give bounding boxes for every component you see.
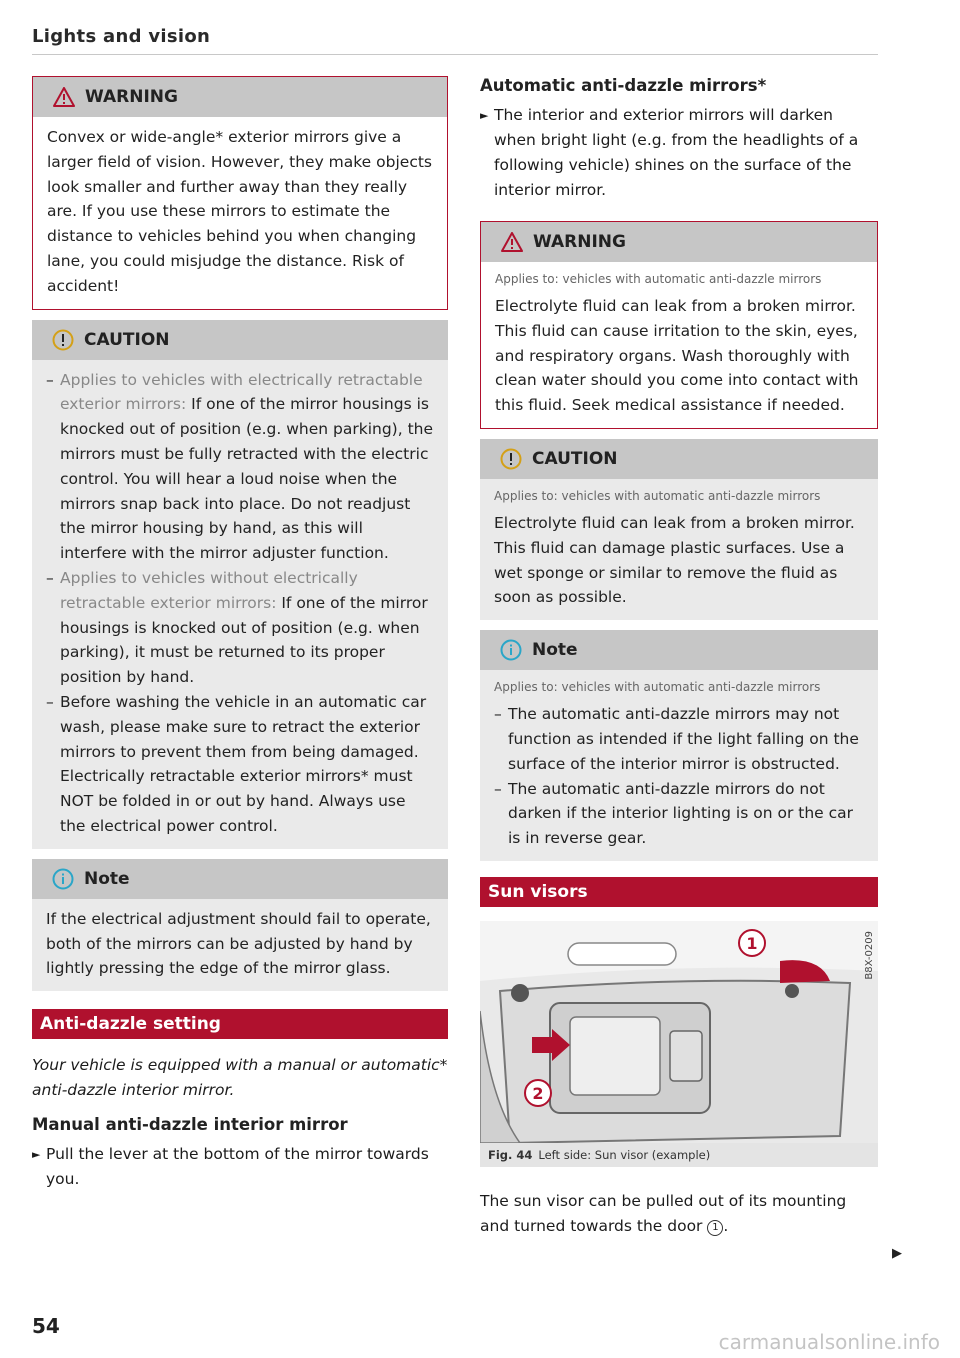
left-column — [32, 76, 448, 1192]
caution-header — [480, 439, 878, 479]
instruction-step: ► The interior and exterior mirrors will darken when bright light (e.g. from the headlights of a following vehicle) shines on the surface of the interior mirror. — [480, 103, 878, 203]
figure-code: B8X-0209 — [864, 930, 875, 980]
step-arrow-icon: ► — [480, 109, 489, 122]
caution-list — [46, 368, 434, 839]
callout-ref-1: 1 — [707, 1220, 723, 1236]
warning-text: Convex or wide-angle* exterior mirrors give a larger field of vision. However, they make objects look smaller and further away than they really are. If you use these mirrors to estimate the distance to vehicles behind you when changing lane, you could misjudge the distance. Risk of accident! — [33, 117, 447, 309]
warning-text: Electrolyte fluid can leak from a broken mirror. This fluid can cause irritation to the skin, eyes, and respiratory organs. Wash thoroughly with clean water should you come into contact with this fluid. Seek medical assistance if needed. — [495, 297, 859, 415]
intro-text: Your vehicle is equipped with a manual or automatic* anti-dazzle interior mirror. — [32, 1056, 448, 1100]
warning-box — [480, 221, 878, 429]
note-box — [480, 630, 878, 861]
caution-title: CAUTION — [532, 448, 618, 469]
warning-box — [32, 76, 448, 310]
applies-note: Applies to: vehicles with automatic anti-dazzle mirrors — [495, 272, 822, 286]
info-icon — [500, 639, 522, 661]
continue-arrow-icon: ▶ — [892, 1246, 902, 1261]
list-item: – The automatic anti-dazzle mirrors may not function as intended if the light falling on the surface of the interior mirror is obstructed. — [494, 702, 864, 776]
info-icon — [52, 868, 74, 890]
applies-note: Applies to vehicles without electrically retractable exterior mirrors: — [60, 568, 358, 612]
applies-note: Applies to: vehicles with automatic anti-dazzle mirrors — [494, 488, 821, 503]
caution-title: CAUTION — [84, 329, 170, 350]
chapter-title: Lights and vision — [32, 26, 211, 47]
section-heading-anti-dazzle: Anti-dazzle setting — [32, 1009, 448, 1039]
list-item: – Applies to vehicles with electrically retractable exterior mirrors: If one of the mirror housings is knocked out of position (e.g. when parking), the mirrors must be fully retracted with the electric control. You will hear a loud noise when the mirrors snap back into place. Do not readjust the mirror housing by hand, as this will interfere with the mirror adjuster function. — [46, 368, 434, 566]
page-number: 54 — [32, 1314, 60, 1338]
warning-triangle-icon — [53, 86, 75, 108]
section-heading-sun-visors: Sun visors — [480, 877, 878, 907]
note-title: Note — [84, 868, 130, 889]
callout-2: 2 — [532, 1083, 544, 1103]
sun-visor-drawing — [480, 921, 878, 1143]
note-header — [32, 859, 448, 899]
sun-visor-text: The sun visor can be pulled out of its mounting and turned towards the door 1 . — [480, 1191, 847, 1235]
figure-sun-visor — [480, 921, 878, 1167]
warning-title: WARNING — [533, 232, 626, 252]
caution-icon — [52, 329, 74, 351]
manual-heading: Manual anti-dazzle interior mirror — [32, 1115, 348, 1135]
note-box — [32, 859, 448, 991]
callout-1: 1 — [746, 933, 758, 953]
auto-heading: Automatic anti-dazzle mirrors* — [480, 76, 767, 95]
warning-triangle-icon — [501, 231, 523, 253]
caution-header — [32, 320, 448, 360]
note-list — [494, 702, 864, 851]
sun-visor-illustration — [480, 921, 878, 1143]
warning-title: WARNING — [85, 87, 178, 107]
caution-box — [480, 439, 878, 620]
applies-note: Applies to: vehicles with automatic anti-dazzle mirrors — [494, 680, 821, 695]
caution-text: Electrolyte fluid can leak from a broken mirror. This fluid can damage plastic surfaces. Use a wet sponge or similar to remove the fluid as soon as possible. — [494, 513, 855, 607]
figure-label: Fig. 44 — [488, 1147, 533, 1162]
note-header — [480, 630, 878, 670]
warning-header — [33, 77, 447, 117]
figure-caption: Fig. 44 Left side: Sun visor (example) — [480, 1143, 878, 1167]
applies-note: Applies to vehicles with electrically retractable exterior mirrors: — [60, 370, 423, 414]
instruction-step: ► Pull the lever at the bottom of the mirror towards you. — [32, 1142, 448, 1192]
list-item: – Before washing the vehicle in an automatic car wash, please make sure to retract the exterior mirrors to prevent them from being damaged. Electrically retractable exterior mirrors* must NOT be folded in or out by hand. Always use the electrical power control. — [46, 690, 434, 839]
list-item: – Applies to vehicles without electrically retractable exterior mirrors: If one of the mirror housings is knocked out of position (e.g. when parking), it must be returned to its proper position by hand. — [46, 566, 434, 690]
watermark: carmanualsonline.info — [718, 1330, 940, 1354]
note-text: If the electrical adjustment should fail to operate, both of the mirrors can be adjusted by hand by lightly pressing the edge of the mirror glass. — [32, 899, 448, 991]
step-arrow-icon: ► — [32, 1148, 41, 1162]
page-header — [32, 26, 878, 55]
caution-box — [32, 320, 448, 849]
right-column — [480, 76, 878, 1239]
caution-icon — [500, 448, 522, 470]
list-item: – The automatic anti-dazzle mirrors do not darken if the interior lighting is on or the car is in reverse gear. — [494, 777, 864, 851]
note-title: Note — [532, 640, 578, 661]
warning-header — [481, 222, 877, 262]
